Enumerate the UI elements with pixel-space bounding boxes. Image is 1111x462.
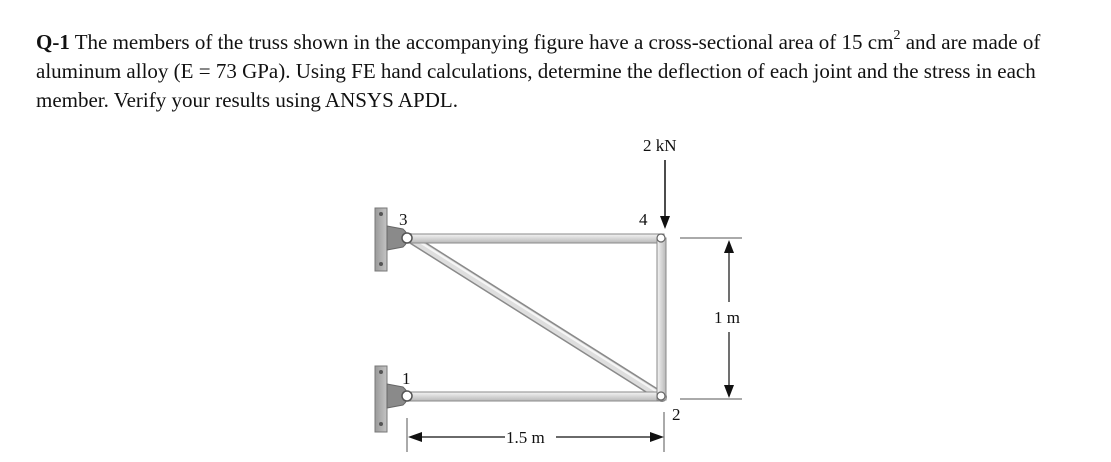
joint-2-pin (657, 392, 665, 400)
node-label-4: 4 (639, 210, 648, 229)
member-vertical (657, 238, 666, 400)
member-bottom (406, 392, 664, 401)
question-number: Q-1 (36, 30, 70, 54)
joint-1-pin (402, 391, 412, 401)
question-body: The members of the truss shown in the accompanying figure have a cross-sectional area of 15 cm (74, 30, 894, 54)
member-top (406, 234, 664, 243)
area-exponent: 2 (893, 28, 901, 43)
load-label: 2 kN (643, 136, 677, 155)
joint-4-pin (657, 234, 665, 242)
dimension-width-label: 1.5 m (506, 428, 545, 447)
joint-3-pin (402, 233, 412, 243)
node-label-3: 3 (399, 210, 408, 229)
node-label-2: 2 (672, 405, 681, 424)
node-label-1: 1 (402, 369, 411, 388)
dimension-height-label: 1 m (714, 308, 740, 327)
member-diagonal (410, 236, 662, 397)
question-body-rest: and are made of aluminum alloy (E = 73 GPa). Using FE hand calculations, determine the deflection of each joint and the stress in each member. Verify your results using ANSYS APDL. (36, 30, 1041, 112)
load-arrow (660, 160, 670, 229)
